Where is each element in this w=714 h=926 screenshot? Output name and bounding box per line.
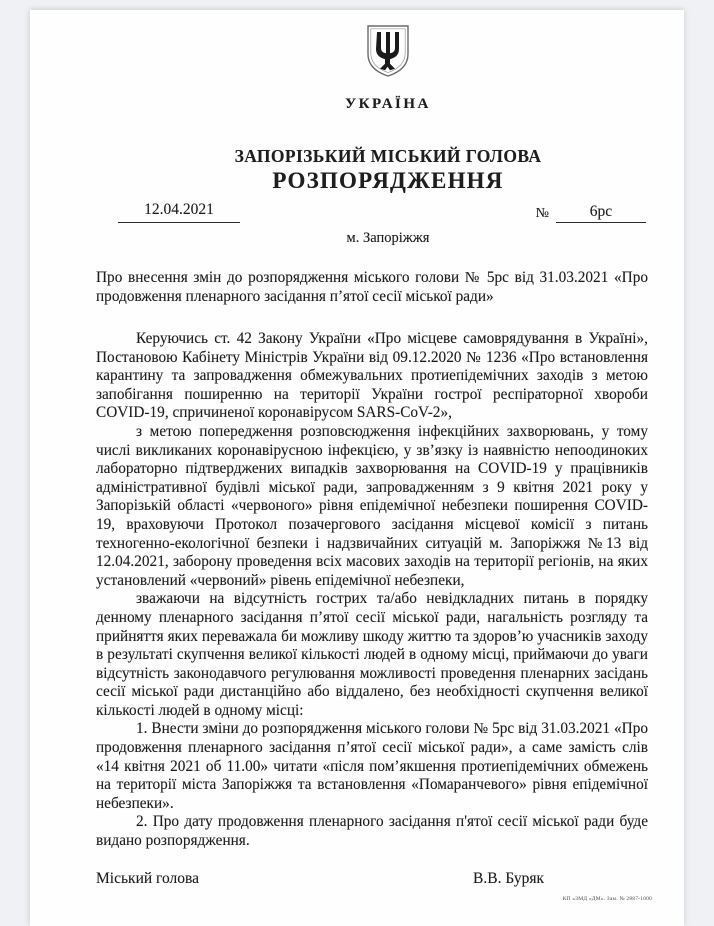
signature-row bbox=[96, 870, 648, 888]
ukraine-trident-emblem-icon bbox=[365, 24, 411, 78]
document-type-title: РОЗПОРЯДЖЕННЯ bbox=[272, 168, 504, 193]
subject-paragraph: Про внесення змін до розпорядження міського голови № 5рс від 31.03.2021 «Про продовження пленарного засідання п’ятої сесії міської ради» bbox=[96, 269, 648, 305]
document-page bbox=[30, 10, 684, 926]
number-sign-label: № bbox=[535, 206, 549, 221]
print-shop-imprint: КП «ЗМД «ДМ». Зам. № 2887-1000 bbox=[562, 896, 652, 902]
signer-name: В.В. Буряк bbox=[473, 869, 544, 887]
body-paragraph: з метою попередження розповсюдження інфекційних захворювань, у тому числі викликаних коронавірусною інфекцією, у зв’язку із наявністю непоодиноких лабораторно підтверджених випадків захворювання на COVID-19 у працівників адміністративної будівлі міської ради, запровадженням з 9 квітня 2021 року у Запорізькій області «червоного» рівня епідемічної небезпеки поширення COVID-19, враховуючи Протокол позачергового засідання місцевої комісії з питань техногенно-екологічної безпеки і надзвичайних ситуацій м. Запоріжжя №13 від 12.04.2021, заборону проведення всіх масових заходів на території регіонів, на яких установлений «червоний» рівень епідемічної небезпеки, bbox=[96, 422, 648, 589]
document-number-block bbox=[536, 203, 646, 223]
issuing-authority: ЗАПОРІЗЬКИЙ МІСЬКИЙ ГОЛОВА bbox=[234, 146, 542, 166]
issue-place: м. Запоріжжя bbox=[346, 230, 430, 246]
signer-position: Міський голова bbox=[96, 869, 200, 887]
document-number: 6рс bbox=[556, 203, 646, 223]
country-name: УКРАЇНА bbox=[345, 96, 431, 112]
document-date: 12.04.2021 bbox=[118, 201, 240, 223]
body-paragraph: зважаючи на відсутність гострих та/або невідкладних питань в порядку денному пленарного засідання п’ятої сесії міської ради, нагальність розгляду та прийняття яких переважала би можливу шкоду життю та здоров’ю учасників заходу в результаті скупчення великої кількості людей в одному місці, приймаючи до уваги відсутність законодавчого регулювання можливості проведення пленарних засідань сесії міської ради дистанційно або віддалено, без необхідності скупчення великої кількості людей в одному місці: bbox=[96, 590, 648, 719]
body-text bbox=[96, 330, 648, 851]
body-paragraph: Керуючись ст. 42 Закону України «Про місцеве самоврядування в Україні», Постановою Кабінету Міністрів України від 09.12.2020 № 1236 «Про встановлення карантину та запровадження обмежувальних протиепідемічних заходів з метою запобігання поширенню на території України гострої респіраторної хвороби COVID-19, спричиненої коронавірусом SARS-CoV-2», bbox=[96, 330, 648, 422]
body-paragraph: 1. Внести зміни до розпорядження міського голови № 5рс від 31.03.2021 «Про продовження пленарного засідання п’ятої сесії міської ради», а саме замість слів «14 квітня 2021 об 11.00» читати «після пом’якшення протиепідемічних обмежень на території міста Запоріжжя та встановлення «Помаранчевого» рівня епідемічної небезпеки». bbox=[96, 720, 648, 812]
body-paragraph: 2. Про дату продовження пленарного засідання п'ятої сесії міської ради буде видано розпорядження. bbox=[96, 813, 648, 850]
meta-row bbox=[96, 201, 648, 223]
emblem-block bbox=[112, 24, 664, 83]
document-content bbox=[30, 10, 684, 888]
